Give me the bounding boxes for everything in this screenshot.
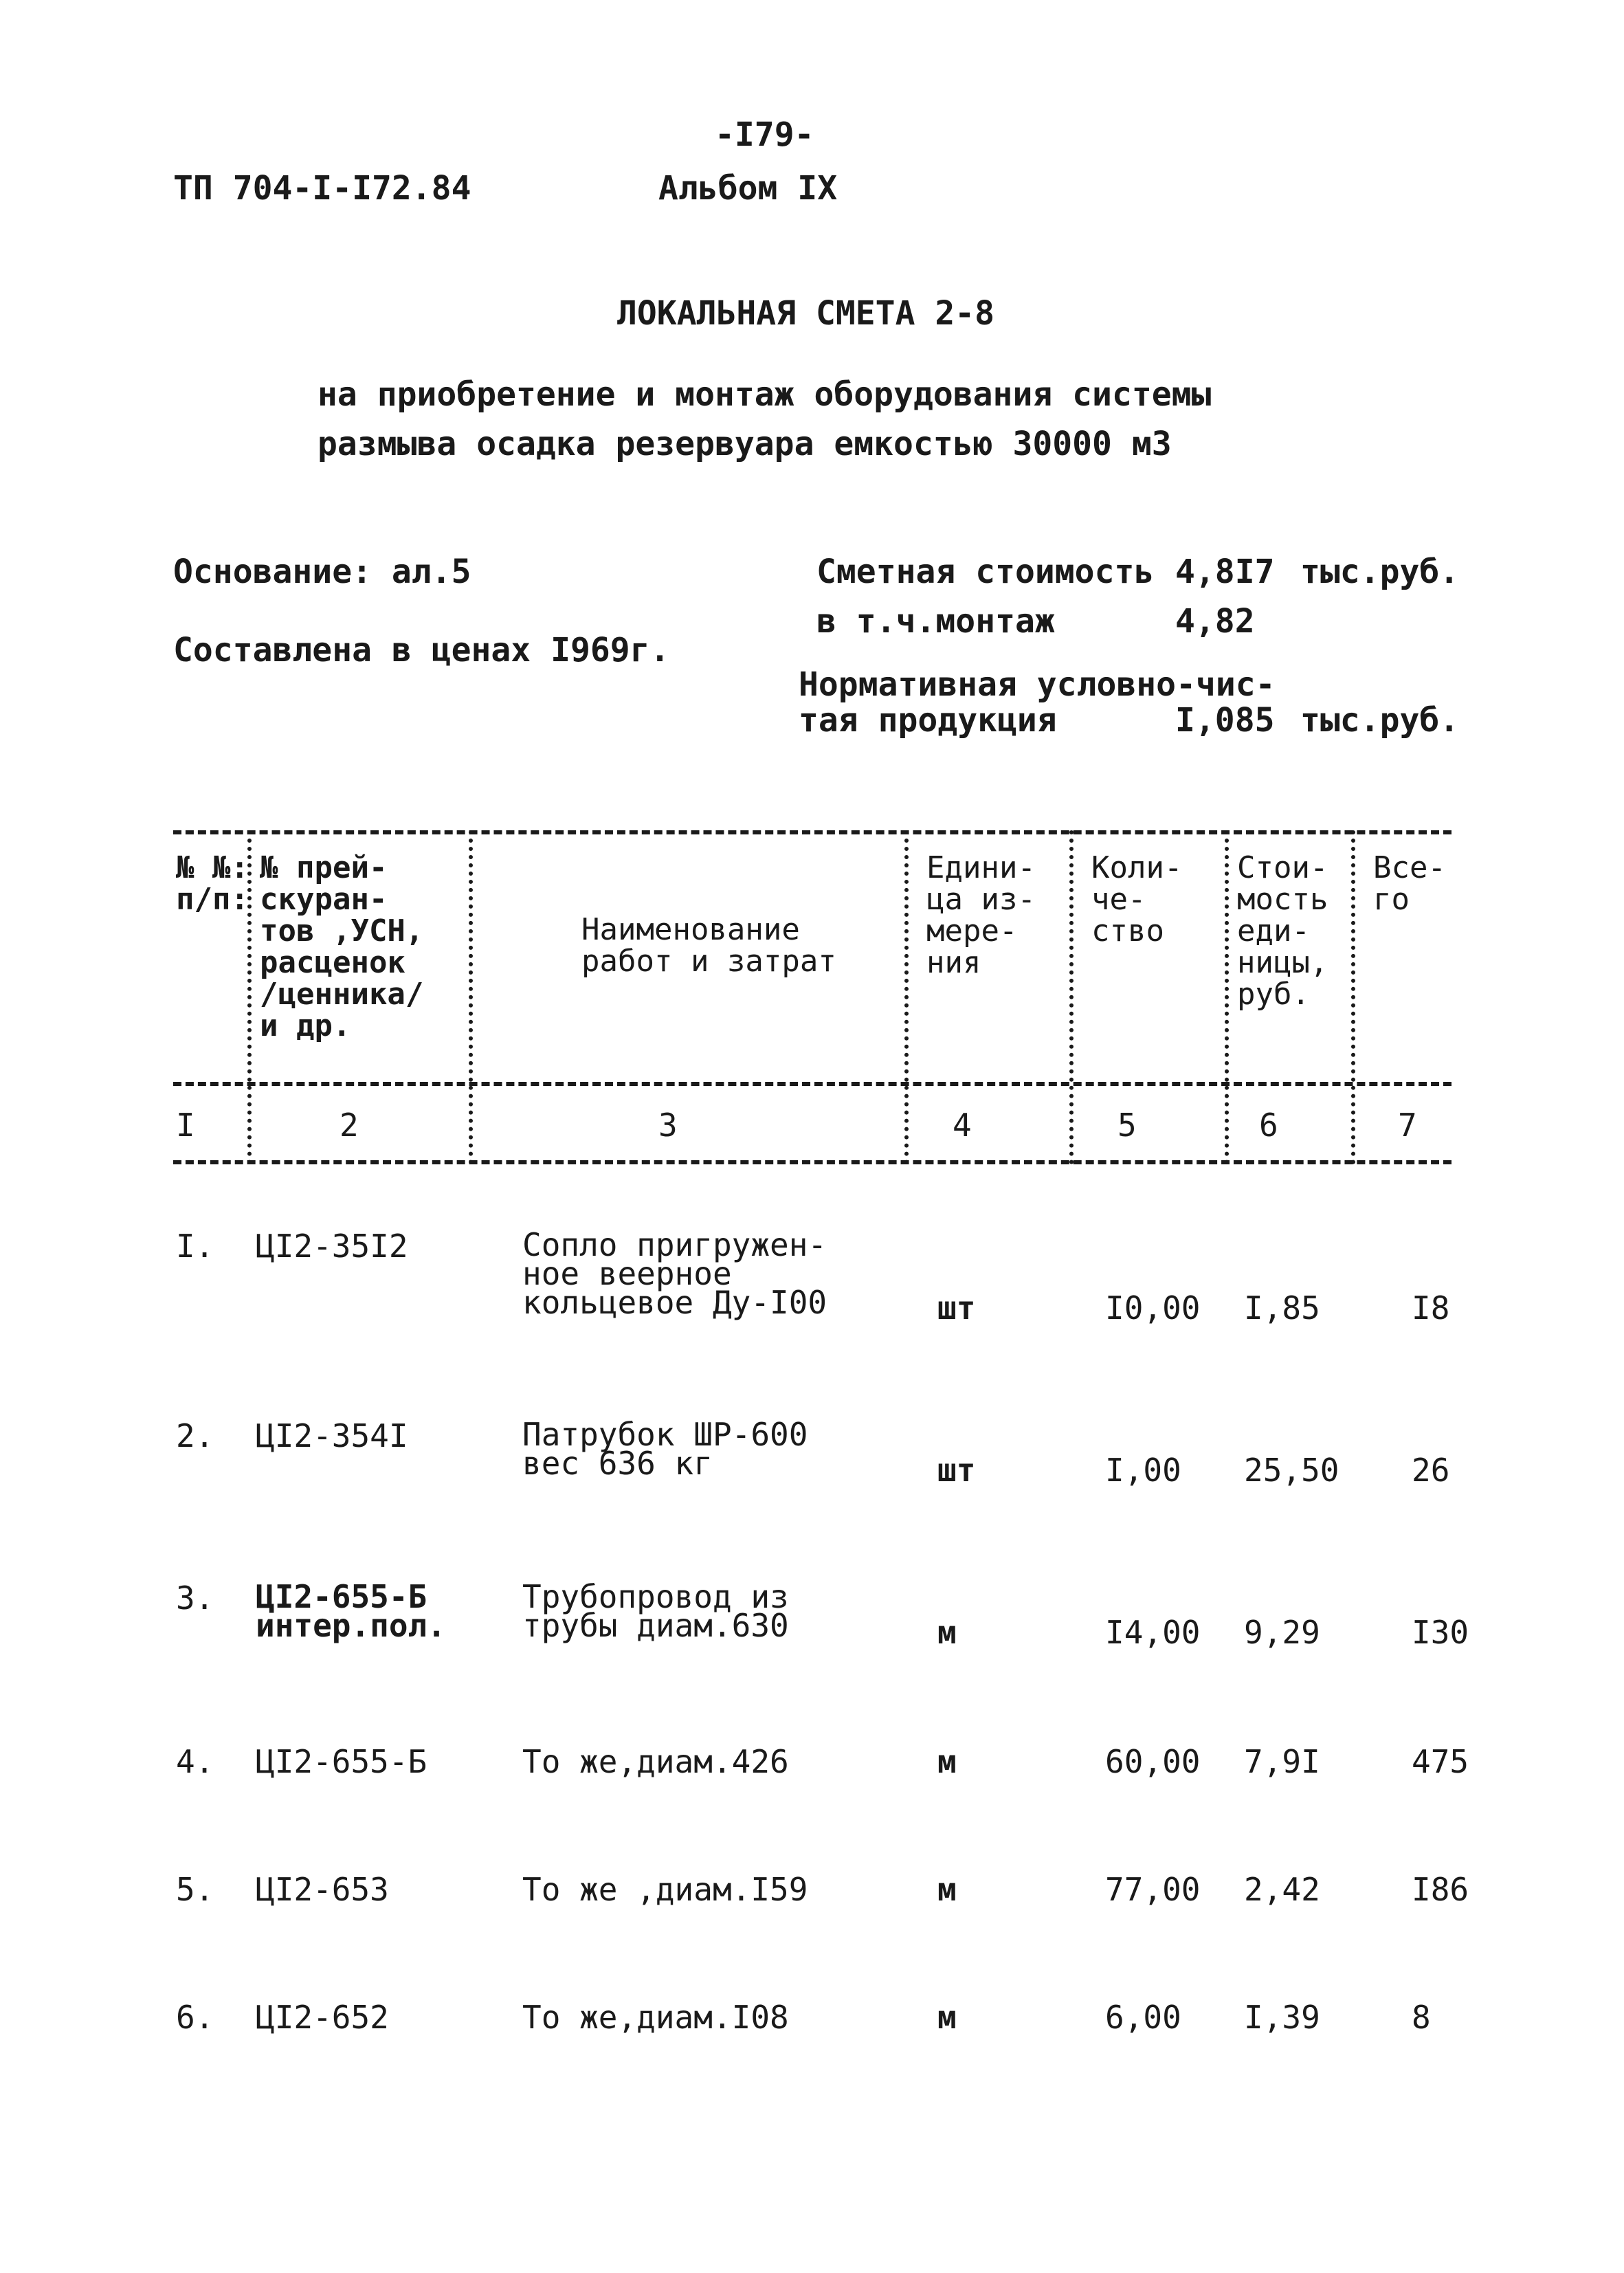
column-number: 3 (658, 1107, 678, 1144)
norm-value: I,085 (1175, 701, 1275, 740)
page-number: -I79- (715, 115, 814, 154)
row-total: 26 (1412, 1452, 1450, 1489)
row-price: I,39 (1244, 1999, 1320, 2036)
row-number: 2. (176, 1417, 214, 1454)
prices-text: Составлена в ценах I969г. (173, 631, 670, 669)
header-num: № №: п/п: (176, 850, 249, 917)
column-separator (904, 830, 909, 1164)
column-number: 5 (1117, 1107, 1137, 1144)
row-name: Патрубок ШР-600 вес 636 кг (522, 1416, 808, 1482)
table-top-rule (173, 830, 1451, 834)
subtitle-line-2: размыва осадка резервуара емкостью 30000 м3 (318, 425, 1172, 463)
header-code: № прей- скуран- тов ,УСН, расценок /ценника/ и др. (260, 850, 424, 1043)
row-total: 8 (1412, 1999, 1431, 2036)
row-name: То же,диам.426 (522, 1743, 789, 1780)
incl-label: в т.ч.монтаж (816, 602, 1055, 641)
row-qty: I4,00 (1105, 1614, 1201, 1651)
header-price: Стои- мость еди- ницы, руб. (1237, 850, 1328, 1012)
row-code: ЦI2-655-Б (256, 1743, 427, 1780)
row-qty: 60,00 (1105, 1743, 1201, 1780)
row-total: I86 (1412, 1871, 1469, 1908)
row-qty: I0,00 (1105, 1289, 1201, 1327)
column-number: 2 (340, 1107, 359, 1144)
row-number: I. (176, 1228, 214, 1265)
row-unit: м (937, 1999, 957, 2036)
page-title: ЛОКАЛЬНАЯ СМЕТА 2-8 (617, 294, 995, 333)
row-qty: 6,00 (1105, 1999, 1181, 2036)
row-name: То же,диам.I08 (522, 1999, 789, 2036)
row-qty: I,00 (1105, 1452, 1181, 1489)
row-code: ЦI2-354I (256, 1417, 408, 1454)
row-code: ЦI2-653 (256, 1871, 389, 1908)
row-price: 9,29 (1244, 1614, 1320, 1651)
row-code: ЦI2-652 (256, 1999, 389, 2036)
row-code: ЦI2-35I2 (256, 1228, 408, 1265)
column-separator (1351, 830, 1355, 1164)
album-label: Альбом IX (658, 169, 838, 208)
row-number: 5. (176, 1871, 214, 1908)
row-code: ЦI2-655-Б интер.пол. (256, 1578, 446, 1644)
column-separator (1069, 830, 1074, 1164)
row-total: 475 (1412, 1743, 1469, 1780)
row-number: 6. (176, 1999, 214, 2036)
document-code: ТП 704-I-I72.84 (173, 169, 471, 208)
norm-label-line-2: тая продукция (799, 701, 1057, 740)
row-unit: м (937, 1743, 957, 1780)
incl-value: 4,82 (1175, 602, 1255, 641)
column-separator (1225, 830, 1229, 1164)
row-name: Трубопровод из трубы диам.630 (522, 1578, 789, 1644)
basis-text: Основание: ал.5 (173, 553, 471, 591)
column-number: 7 (1398, 1107, 1417, 1144)
row-price: I,85 (1244, 1289, 1320, 1327)
row-price: 7,9I (1244, 1743, 1320, 1780)
row-number: 3. (176, 1579, 214, 1617)
cost-unit: тыс.руб. (1300, 553, 1460, 591)
row-unit: шт (937, 1289, 976, 1327)
norm-label-line-1: Нормативная условно-чис- (799, 665, 1276, 704)
row-qty: 77,00 (1105, 1871, 1201, 1908)
row-price: 25,50 (1244, 1452, 1339, 1489)
subtitle-line-1: на приобретение и монтаж оборудования системы (318, 375, 1212, 414)
header-qty: Коли- че- ство (1091, 850, 1183, 949)
row-total: I8 (1412, 1289, 1450, 1327)
norm-unit: тыс.руб. (1300, 701, 1460, 740)
table-header-rule (173, 1082, 1451, 1086)
row-unit: шт (937, 1452, 976, 1489)
header-unit: Едини- ца из- мере- ния (926, 850, 1036, 980)
header-total: Все- го (1373, 850, 1446, 917)
row-name: То же ,диам.I59 (522, 1871, 808, 1908)
row-number: 4. (176, 1743, 214, 1780)
row-unit: м (937, 1871, 957, 1908)
row-name: Сопло пригружен- ное веерное кольцевое Ду-I00 (522, 1226, 827, 1321)
column-number: I (176, 1107, 195, 1144)
column-number: 4 (953, 1107, 972, 1144)
cost-label: Сметная стоимость (816, 553, 1155, 591)
column-number: 6 (1259, 1107, 1278, 1144)
table-numbers-rule (173, 1160, 1451, 1164)
row-total: I30 (1412, 1614, 1469, 1651)
row-unit: м (937, 1614, 957, 1651)
row-price: 2,42 (1244, 1871, 1320, 1908)
column-separator (469, 830, 473, 1164)
header-name: Наименование работ и затрат (581, 912, 836, 979)
cost-value: 4,8I7 (1175, 553, 1275, 591)
